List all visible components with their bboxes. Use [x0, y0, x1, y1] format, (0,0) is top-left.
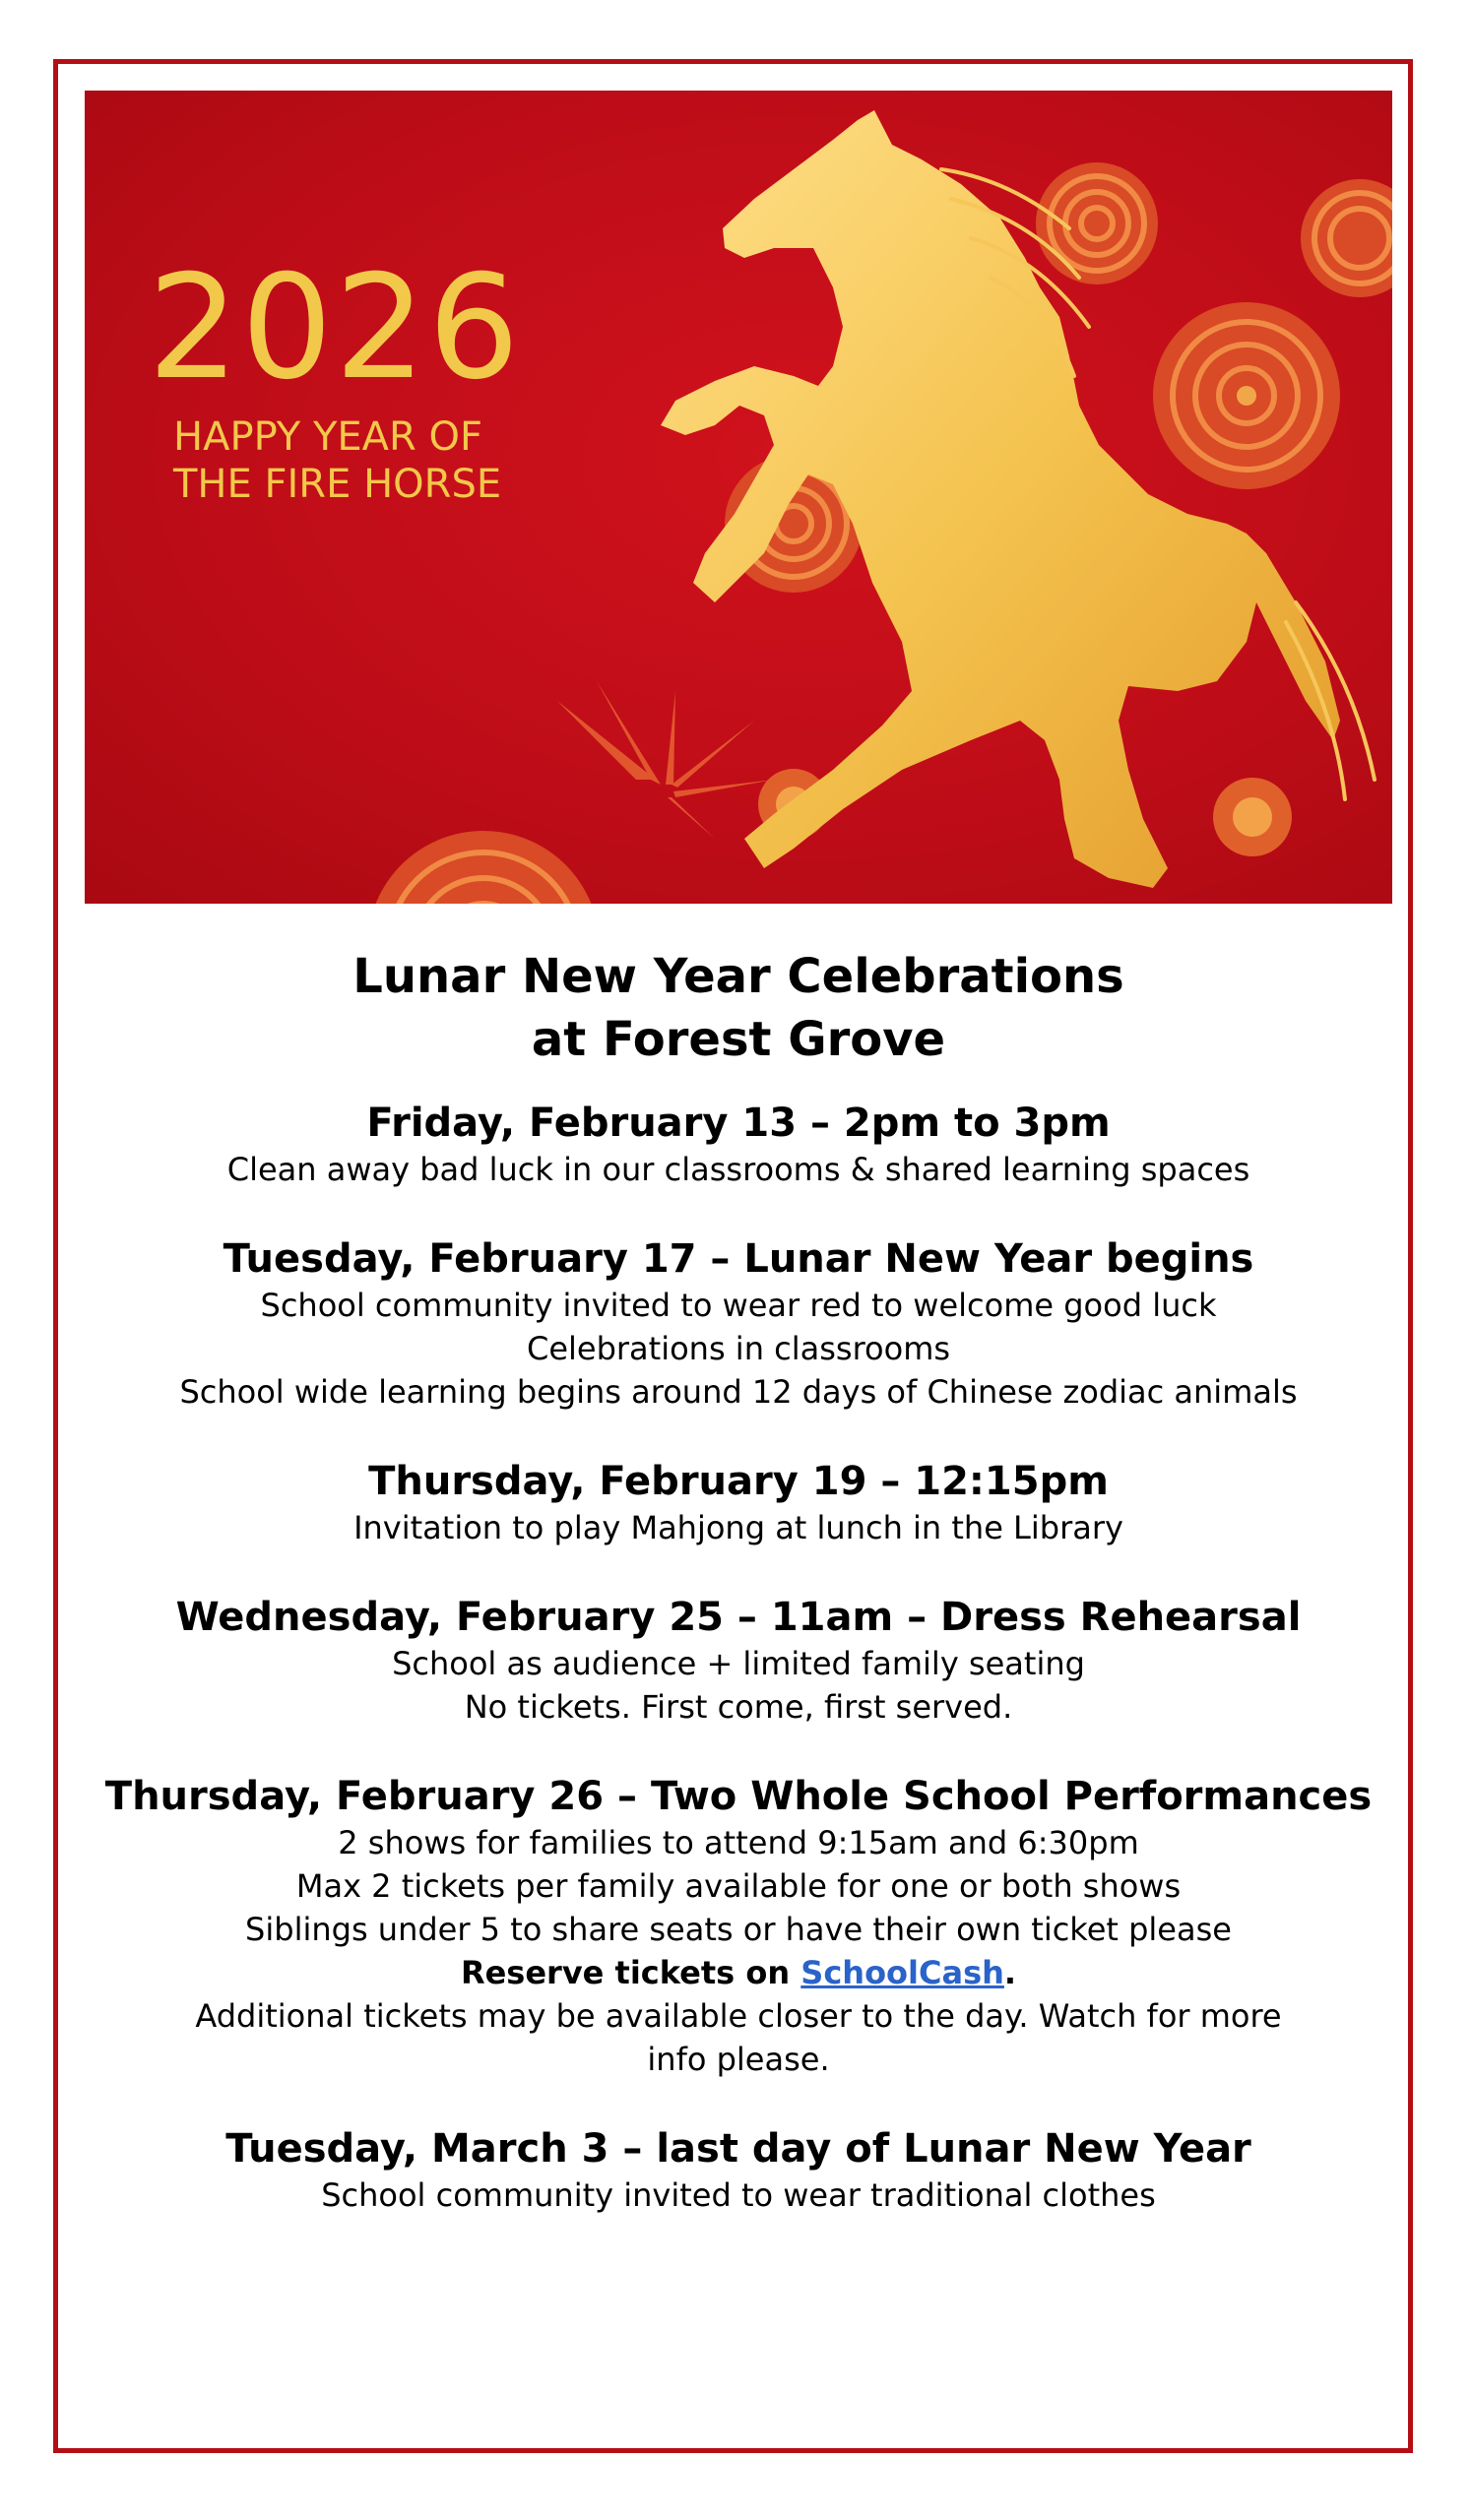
reserve-suffix: .: [1003, 1954, 1017, 1991]
event-heading: Tuesday, February 17 – Lunar New Year begins: [223, 1236, 1254, 1282]
page-title: [85, 945, 1392, 1071]
reserve-prefix: Reserve tickets on: [460, 1954, 801, 1991]
event-detail: No tickets. First come, first served.: [464, 1688, 1013, 1726]
event-heading: Thursday, February 26 – Two Whole School Performances: [104, 1774, 1373, 1819]
bamboo-leaf-icon: [557, 681, 774, 839]
event-schedule: [85, 945, 1392, 2260]
event-detail: School as audience + limited family seating: [392, 1645, 1085, 1682]
banner-image: [85, 91, 1392, 904]
event-detail: Siblings under 5 to share seats or have their own ticket please: [245, 1911, 1232, 1948]
banner-year: 2026: [148, 244, 522, 411]
event-block: [85, 1099, 1392, 1191]
event-block: [85, 2124, 1392, 2217]
event-detail: Celebrations in classrooms: [526, 1330, 951, 1367]
banner-tagline-2: THE FIRE HORSE: [173, 462, 502, 507]
event-heading: Tuesday, March 3 – last day of Lunar New Year: [225, 2126, 1251, 2172]
event-detail: Max 2 tickets per family available for one or both shows: [295, 1867, 1182, 1905]
event-heading: Thursday, February 19 – 12:15pm: [368, 1459, 1109, 1504]
event-heading: Friday, February 13 – 2pm to 3pm: [366, 1101, 1111, 1146]
event-block: [85, 1593, 1392, 1729]
page-title-line-2: at Forest Grove: [531, 1012, 946, 1067]
event-detail: School wide learning begins around 12 days of Chinese zodiac animals: [179, 1373, 1298, 1411]
event-detail: School community invited to wear traditional clothes: [321, 2176, 1156, 2214]
event-block: [85, 1772, 1392, 2081]
reserve-tickets-line: [85, 1951, 1392, 1994]
banner-tagline-1: HAPPY YEAR OF: [173, 414, 483, 460]
event-detail: Clean away bad luck in our classrooms & shared learning spaces: [226, 1151, 1250, 1188]
event-heading: Wednesday, February 25 – 11am – Dress Rehearsal: [175, 1595, 1302, 1640]
event-detail: Invitation to play Mahjong at lunch in the Library: [353, 1509, 1123, 1546]
page-title-line-1: Lunar New Year Celebrations: [352, 949, 1124, 1004]
event-block: [85, 1234, 1392, 1414]
event-detail: School community invited to wear red to welcome good luck: [260, 1287, 1217, 1324]
horse-icon: [661, 110, 1340, 888]
event-block: [85, 1457, 1392, 1549]
schoolcash-link[interactable]: SchoolCash: [800, 1954, 1004, 1991]
event-note: Additional tickets may be available closer to the day. Watch for more info please.: [195, 1997, 1282, 2078]
event-detail: 2 shows for families to attend 9:15am and 6:30pm: [338, 1824, 1139, 1861]
